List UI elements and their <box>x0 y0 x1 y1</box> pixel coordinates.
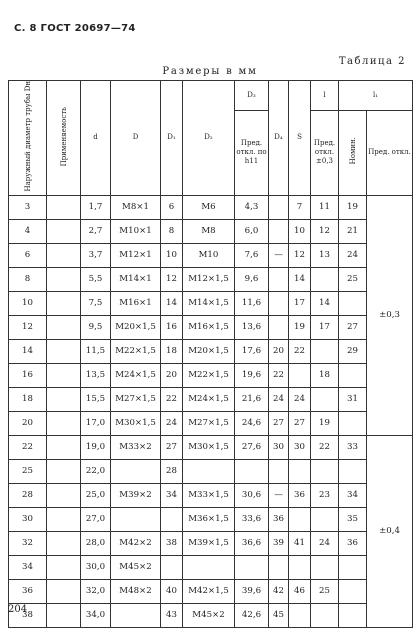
cell-S: 12 <box>289 243 311 267</box>
cell-D1: 38 <box>161 531 183 555</box>
cell-dn: 3 <box>9 195 47 219</box>
cell-D: M10×1 <box>111 219 161 243</box>
cell-D1: 20 <box>161 363 183 387</box>
cell-D3: 4,3 <box>235 195 269 219</box>
dimensions-table <box>8 80 413 628</box>
cell-l1: 34 <box>339 483 367 507</box>
cell-l1: 33 <box>339 435 367 459</box>
col-header-l: l <box>311 81 339 111</box>
cell-D2: M12×1,5 <box>183 267 235 291</box>
table-label: Таблица 2 <box>338 56 406 67</box>
cell-l1: 21 <box>339 219 367 243</box>
cell-l: 19 <box>311 411 339 435</box>
cell-D1: 14 <box>161 291 183 315</box>
col-header-D3-tol: Пред. откл. по h11 <box>235 110 269 195</box>
cell-D3: 33,6 <box>235 507 269 531</box>
cell-l: 14 <box>311 291 339 315</box>
cell-D: M27×1,5 <box>111 387 161 411</box>
cell-l1 <box>339 555 367 579</box>
cell-l1: 36 <box>339 531 367 555</box>
cell-app <box>47 267 81 291</box>
cell-app <box>47 603 81 627</box>
cell-D2: M6 <box>183 195 235 219</box>
cell-S: 24 <box>289 387 311 411</box>
cell-D2: M8 <box>183 219 235 243</box>
col-header-app: Применяемость <box>47 81 81 196</box>
cell-D1: 28 <box>161 459 183 483</box>
cell-D1: 12 <box>161 267 183 291</box>
cell-D4: 20 <box>269 339 289 363</box>
cell-l: 17 <box>311 315 339 339</box>
cell-l1: 35 <box>339 507 367 531</box>
cell-D1: 22 <box>161 387 183 411</box>
cell-D4 <box>269 459 289 483</box>
cell-D2 <box>183 555 235 579</box>
cell-dn: 16 <box>9 363 47 387</box>
cell-D3: 11,6 <box>235 291 269 315</box>
cell-D4: — <box>269 483 289 507</box>
col-header-D: D <box>111 81 161 196</box>
cell-d: 2,7 <box>81 219 111 243</box>
cell-D3: 21,6 <box>235 387 269 411</box>
cell-app <box>47 435 81 459</box>
cell-app <box>47 363 81 387</box>
cell-D3: 39,6 <box>235 579 269 603</box>
cell-D2 <box>183 459 235 483</box>
cell-D: M39×2 <box>111 483 161 507</box>
cell-S: 17 <box>289 291 311 315</box>
cell-l: 22 <box>311 435 339 459</box>
cell-D: M20×1,5 <box>111 315 161 339</box>
col-header-S: S <box>289 81 311 196</box>
cell-l: 24 <box>311 531 339 555</box>
cell-app <box>47 483 81 507</box>
cell-D4: 27 <box>269 411 289 435</box>
cell-app <box>47 555 81 579</box>
cell-dn: 12 <box>9 315 47 339</box>
cell-dn: 22 <box>9 435 47 459</box>
cell-D1: 40 <box>161 579 183 603</box>
cell-D3: 27,6 <box>235 435 269 459</box>
cell-l <box>311 267 339 291</box>
cell-D: M24×1,5 <box>111 363 161 387</box>
cell-D3 <box>235 459 269 483</box>
cell-l: 18 <box>311 363 339 387</box>
cell-app <box>47 507 81 531</box>
cell-l1: 29 <box>339 339 367 363</box>
table-row <box>9 387 413 411</box>
cell-d: 22,0 <box>81 459 111 483</box>
cell-D4: 24 <box>269 387 289 411</box>
cell-dn: 36 <box>9 579 47 603</box>
cell-D4 <box>269 219 289 243</box>
table-row <box>9 579 413 603</box>
cell-D2: M16×1,5 <box>183 315 235 339</box>
cell-D: M22×1,5 <box>111 339 161 363</box>
cell-D3: 36,6 <box>235 531 269 555</box>
col-header-D1: D₁ <box>161 81 183 196</box>
cell-D: M48×2 <box>111 579 161 603</box>
table-row <box>9 267 413 291</box>
table-row <box>9 315 413 339</box>
cell-D: M42×2 <box>111 531 161 555</box>
table-row <box>9 195 413 219</box>
col-header-l1-tol: Пред. откл. <box>367 110 413 195</box>
cell-D2: M20×1,5 <box>183 339 235 363</box>
table-body <box>9 195 413 627</box>
cell-d: 32,0 <box>81 579 111 603</box>
cell-D3: 17,6 <box>235 339 269 363</box>
cell-S <box>289 363 311 387</box>
cell-l1: 27 <box>339 315 367 339</box>
cell-D4: 42 <box>269 579 289 603</box>
cell-l <box>311 555 339 579</box>
cell-l <box>311 603 339 627</box>
cell-D3: 19,6 <box>235 363 269 387</box>
cell-app <box>47 219 81 243</box>
cell-D3: 13,6 <box>235 315 269 339</box>
cell-D <box>111 507 161 531</box>
col-header-D3: D₃ <box>235 81 269 111</box>
cell-l: 11 <box>311 195 339 219</box>
cell-D1: 43 <box>161 603 183 627</box>
cell-D1: 16 <box>161 315 183 339</box>
cell-D2: M30×1,5 <box>183 435 235 459</box>
table-row <box>9 411 413 435</box>
table-row <box>9 531 413 555</box>
cell-D3: 42,6 <box>235 603 269 627</box>
cell-d: 25,0 <box>81 483 111 507</box>
cell-D: M8×1 <box>111 195 161 219</box>
cell-l <box>311 507 339 531</box>
cell-l1 <box>339 291 367 315</box>
cell-D4: 30 <box>269 435 289 459</box>
cell-dn: 6 <box>9 243 47 267</box>
cell-l1: 19 <box>339 195 367 219</box>
cell-D: M14×1 <box>111 267 161 291</box>
cell-app <box>47 195 81 219</box>
page-number: 204 <box>8 604 28 615</box>
cell-app <box>47 411 81 435</box>
cell-S <box>289 603 311 627</box>
cell-D2: M10 <box>183 243 235 267</box>
cell-app <box>47 459 81 483</box>
cell-dn: 28 <box>9 483 47 507</box>
cell-D2: M36×1,5 <box>183 507 235 531</box>
cell-D1 <box>161 507 183 531</box>
col-header-dn: Наружный диаметр трубы Dн <box>9 81 47 196</box>
table-row <box>9 291 413 315</box>
cell-dn: 4 <box>9 219 47 243</box>
cell-D2: M45×2 <box>183 603 235 627</box>
col-header-D2: D₂ <box>183 81 235 196</box>
cell-app <box>47 315 81 339</box>
cell-l <box>311 387 339 411</box>
cell-S <box>289 459 311 483</box>
cell-D1: 18 <box>161 339 183 363</box>
cell-l <box>311 459 339 483</box>
cell-D2: M22×1,5 <box>183 363 235 387</box>
page-header: С. 8 ГОСТ 20697—74 <box>14 23 136 34</box>
table-caption: Размеры в мм <box>162 66 258 77</box>
cell-D3 <box>235 555 269 579</box>
cell-S: 22 <box>289 339 311 363</box>
cell-S: 14 <box>289 267 311 291</box>
cell-d: 5,5 <box>81 267 111 291</box>
cell-D <box>111 603 161 627</box>
cell-D4: — <box>269 243 289 267</box>
cell-D3: 7,6 <box>235 243 269 267</box>
cell-app <box>47 531 81 555</box>
cell-d: 34,0 <box>81 603 111 627</box>
cell-dn: 32 <box>9 531 47 555</box>
cell-D4 <box>269 555 289 579</box>
cell-l1 <box>339 459 367 483</box>
cell-D4 <box>269 291 289 315</box>
cell-d: 15,5 <box>81 387 111 411</box>
cell-dn: 25 <box>9 459 47 483</box>
cell-l <box>311 339 339 363</box>
cell-D2: M27×1,5 <box>183 411 235 435</box>
cell-d: 30,0 <box>81 555 111 579</box>
cell-D <box>111 459 161 483</box>
table-row <box>9 459 413 483</box>
cell-app <box>47 387 81 411</box>
cell-D3: 6,0 <box>235 219 269 243</box>
cell-D: M12×1 <box>111 243 161 267</box>
cell-D2: M39×1,5 <box>183 531 235 555</box>
cell-d: 13,5 <box>81 363 111 387</box>
cell-S: 41 <box>289 531 311 555</box>
cell-D: M45×2 <box>111 555 161 579</box>
table-row <box>9 435 413 459</box>
cell-S <box>289 507 311 531</box>
table-row <box>9 507 413 531</box>
cell-S: 19 <box>289 315 311 339</box>
cell-d: 3,7 <box>81 243 111 267</box>
cell-D1: 6 <box>161 195 183 219</box>
table-row <box>9 219 413 243</box>
cell-app <box>47 339 81 363</box>
cell-D1 <box>161 555 183 579</box>
col-header-l-tol: Пред. откл. ±0,3 <box>311 110 339 195</box>
cell-D: M33×2 <box>111 435 161 459</box>
cell-app <box>47 243 81 267</box>
col-header-d: d <box>81 81 111 196</box>
cell-app <box>47 291 81 315</box>
cell-D2: M42×1,5 <box>183 579 235 603</box>
cell-d: 28,0 <box>81 531 111 555</box>
cell-D1: 34 <box>161 483 183 507</box>
cell-D1: 10 <box>161 243 183 267</box>
cell-S: 30 <box>289 435 311 459</box>
l1-tolerance-b: ±0,4 <box>367 435 413 627</box>
cell-d: 11,5 <box>81 339 111 363</box>
cell-d: 27,0 <box>81 507 111 531</box>
table-row <box>9 483 413 507</box>
cell-d: 19,0 <box>81 435 111 459</box>
cell-D2: M14×1,5 <box>183 291 235 315</box>
col-header-l1-nom: Номин. <box>339 110 367 195</box>
cell-dn: 8 <box>9 267 47 291</box>
table-row <box>9 339 413 363</box>
cell-D4: 36 <box>269 507 289 531</box>
cell-S: 10 <box>289 219 311 243</box>
cell-d: 17,0 <box>81 411 111 435</box>
cell-D: M30×1,5 <box>111 411 161 435</box>
cell-D4: 22 <box>269 363 289 387</box>
cell-D: M16×1 <box>111 291 161 315</box>
cell-dn: 10 <box>9 291 47 315</box>
cell-D2: M24×1,5 <box>183 387 235 411</box>
cell-D4 <box>269 195 289 219</box>
table-row <box>9 243 413 267</box>
cell-D4 <box>269 315 289 339</box>
cell-S: 7 <box>289 195 311 219</box>
cell-dn: 18 <box>9 387 47 411</box>
cell-dn: 14 <box>9 339 47 363</box>
cell-D4: 39 <box>269 531 289 555</box>
cell-D3: 9,6 <box>235 267 269 291</box>
l1-tolerance-a: ±0,3 <box>367 195 413 435</box>
col-header-l1: l₁ <box>339 81 413 111</box>
cell-l: 25 <box>311 579 339 603</box>
cell-l1 <box>339 579 367 603</box>
cell-l1: 31 <box>339 387 367 411</box>
cell-D1: 27 <box>161 435 183 459</box>
col-header-D4: D₄ <box>269 81 289 196</box>
cell-l1 <box>339 411 367 435</box>
cell-D3: 30,6 <box>235 483 269 507</box>
cell-S: 36 <box>289 483 311 507</box>
cell-l: 13 <box>311 243 339 267</box>
cell-l1: 24 <box>339 243 367 267</box>
cell-l1 <box>339 363 367 387</box>
cell-d: 7,5 <box>81 291 111 315</box>
cell-dn: 38 <box>9 603 47 627</box>
cell-dn: 30 <box>9 507 47 531</box>
cell-l1 <box>339 603 367 627</box>
cell-D2: M33×1,5 <box>183 483 235 507</box>
cell-d: 1,7 <box>81 195 111 219</box>
cell-D1: 8 <box>161 219 183 243</box>
cell-D3: 24,6 <box>235 411 269 435</box>
cell-D4 <box>269 267 289 291</box>
cell-dn: 34 <box>9 555 47 579</box>
cell-app <box>47 579 81 603</box>
cell-l: 23 <box>311 483 339 507</box>
cell-d: 9,5 <box>81 315 111 339</box>
cell-D1: 24 <box>161 411 183 435</box>
cell-l: 12 <box>311 219 339 243</box>
table-row <box>9 363 413 387</box>
cell-S <box>289 555 311 579</box>
cell-S: 27 <box>289 411 311 435</box>
cell-D4: 45 <box>269 603 289 627</box>
table-row <box>9 555 413 579</box>
cell-S: 46 <box>289 579 311 603</box>
cell-dn: 20 <box>9 411 47 435</box>
table-row <box>9 603 413 627</box>
cell-l1: 25 <box>339 267 367 291</box>
